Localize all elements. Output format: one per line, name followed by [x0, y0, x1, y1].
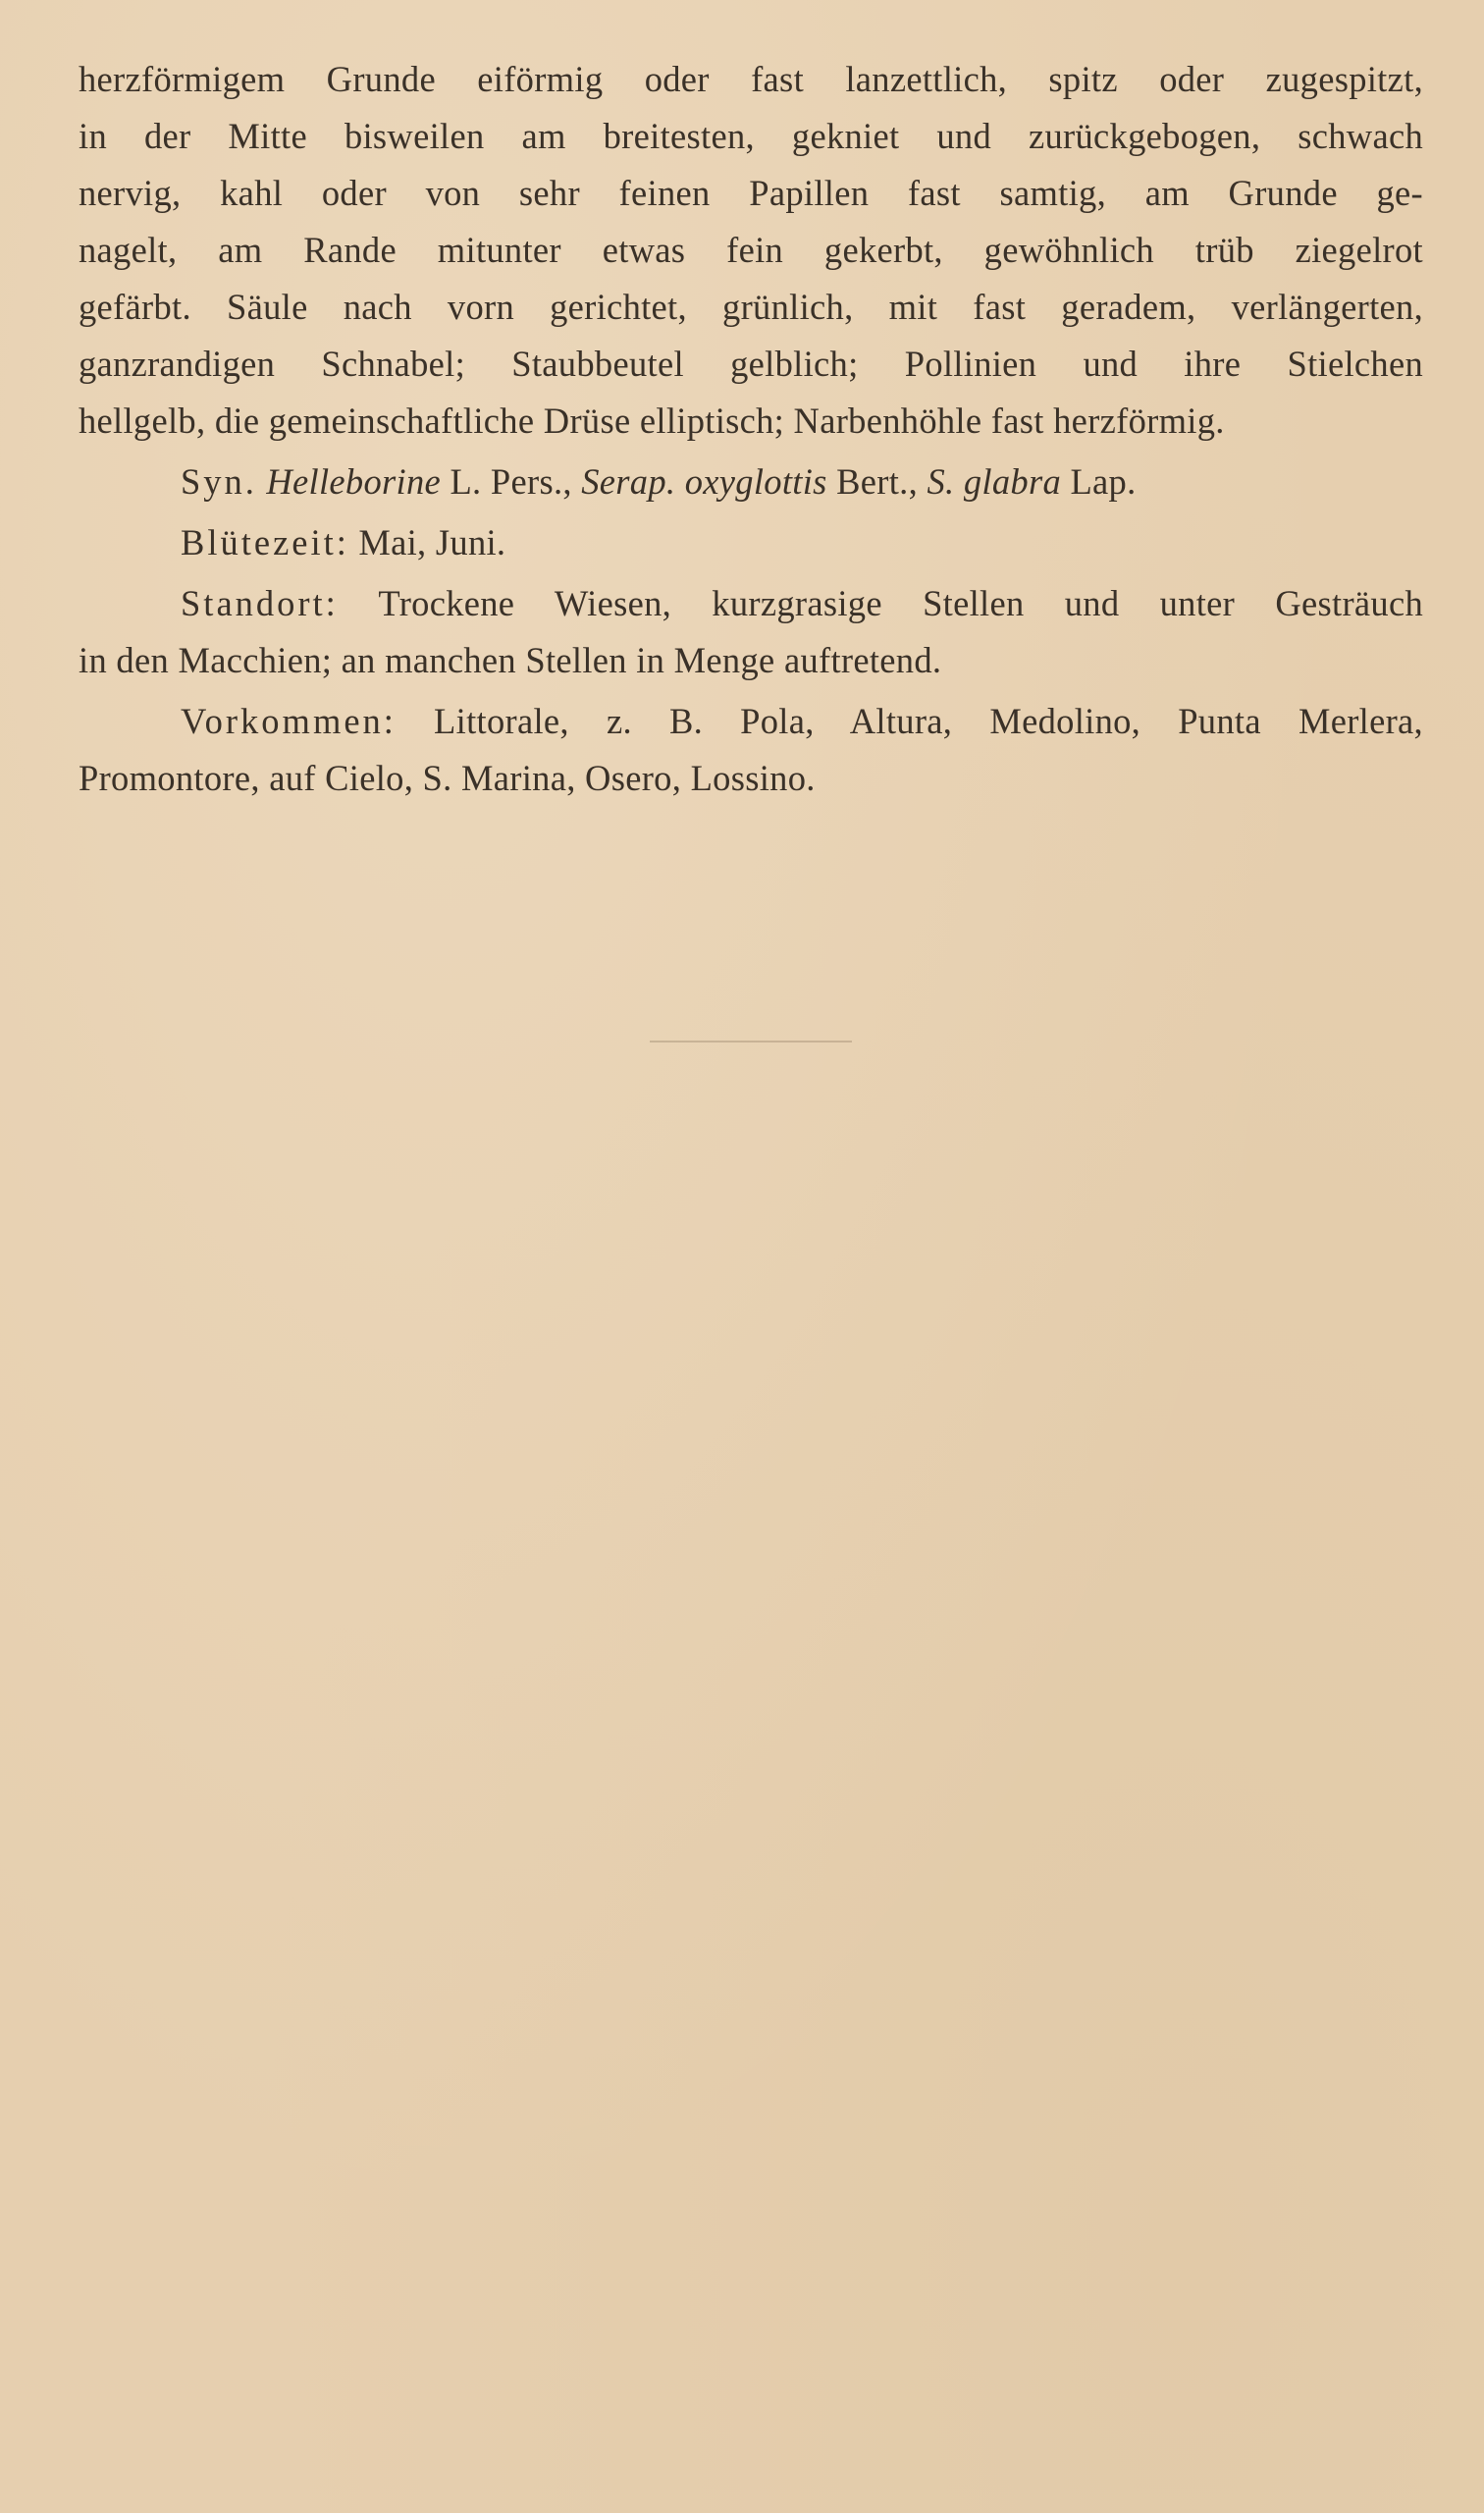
- text-line: ganzrandigen Schnabel; Staubbeutel gelblich; Pollinien und ihre Stielchen: [79, 344, 1423, 384]
- flowering-paragraph: [79, 514, 1423, 571]
- text-line: [79, 693, 1423, 750]
- section-divider: [650, 1041, 852, 1043]
- text-line: in der Mitte bisweilen am breitesten, gekniet und zurückgebogen, schwach: [79, 116, 1423, 156]
- text-line: gefärbt. Säule nach vorn gerichtet, grünlich, mit fast geradem, verlängerten,: [79, 287, 1423, 327]
- synonyms-label: Syn.: [181, 461, 257, 502]
- occurrence-text: Littorale, z. B. Pola, Altura, Medolino, Punta Merlera,: [434, 701, 1423, 741]
- text-line: nagelt, am Rande mitunter etwas fein gekerbt, gewöhnlich trüb ziegelrot: [79, 230, 1423, 270]
- text-line: in den Macchien; an manchen Stellen in Menge auftretend.: [79, 640, 942, 680]
- page-text: [79, 51, 1423, 807]
- text-line: nervig, kahl oder von sehr feinen Papillen fast samtig, am Grunde ge-: [79, 173, 1423, 213]
- habitat-text: Trockene Wiesen, kurzgrasige Stellen und unter Gesträuch: [378, 583, 1423, 623]
- occurrence-label: Vorkommen:: [181, 701, 397, 741]
- occurrence-paragraph: [79, 693, 1423, 807]
- synonyms-paragraph: [79, 454, 1423, 510]
- description-paragraph: [79, 51, 1423, 450]
- synonym-name: S. glabra: [927, 461, 1062, 502]
- habitat-paragraph: [79, 575, 1423, 689]
- synonym-name: Helleborine: [266, 461, 442, 502]
- text-line: herzförmigem Grunde eiförmig oder fast lanzettlich, spitz oder zugespitzt,: [79, 59, 1423, 99]
- flowering-label: Blütezeit:: [181, 522, 349, 562]
- synonym-author: Lap.: [1070, 461, 1137, 502]
- text-line: [79, 575, 1423, 632]
- synonym-name: Serap. oxyglottis: [581, 461, 827, 502]
- synonym-author: L. Pers.,: [450, 461, 572, 502]
- text-line: [79, 514, 1423, 571]
- text-line: hellgelb, die gemeinschaftliche Drüse elliptisch; Narbenhöhle fast herzförmig.: [79, 401, 1225, 441]
- flowering-text: Mai, Juni.: [358, 522, 506, 562]
- habitat-label: Standort:: [181, 583, 339, 623]
- synonym-author: Bert.,: [836, 461, 919, 502]
- text-line: Promontore, auf Cielo, S. Marina, Osero, Lossino.: [79, 758, 816, 798]
- text-line: [79, 454, 1423, 510]
